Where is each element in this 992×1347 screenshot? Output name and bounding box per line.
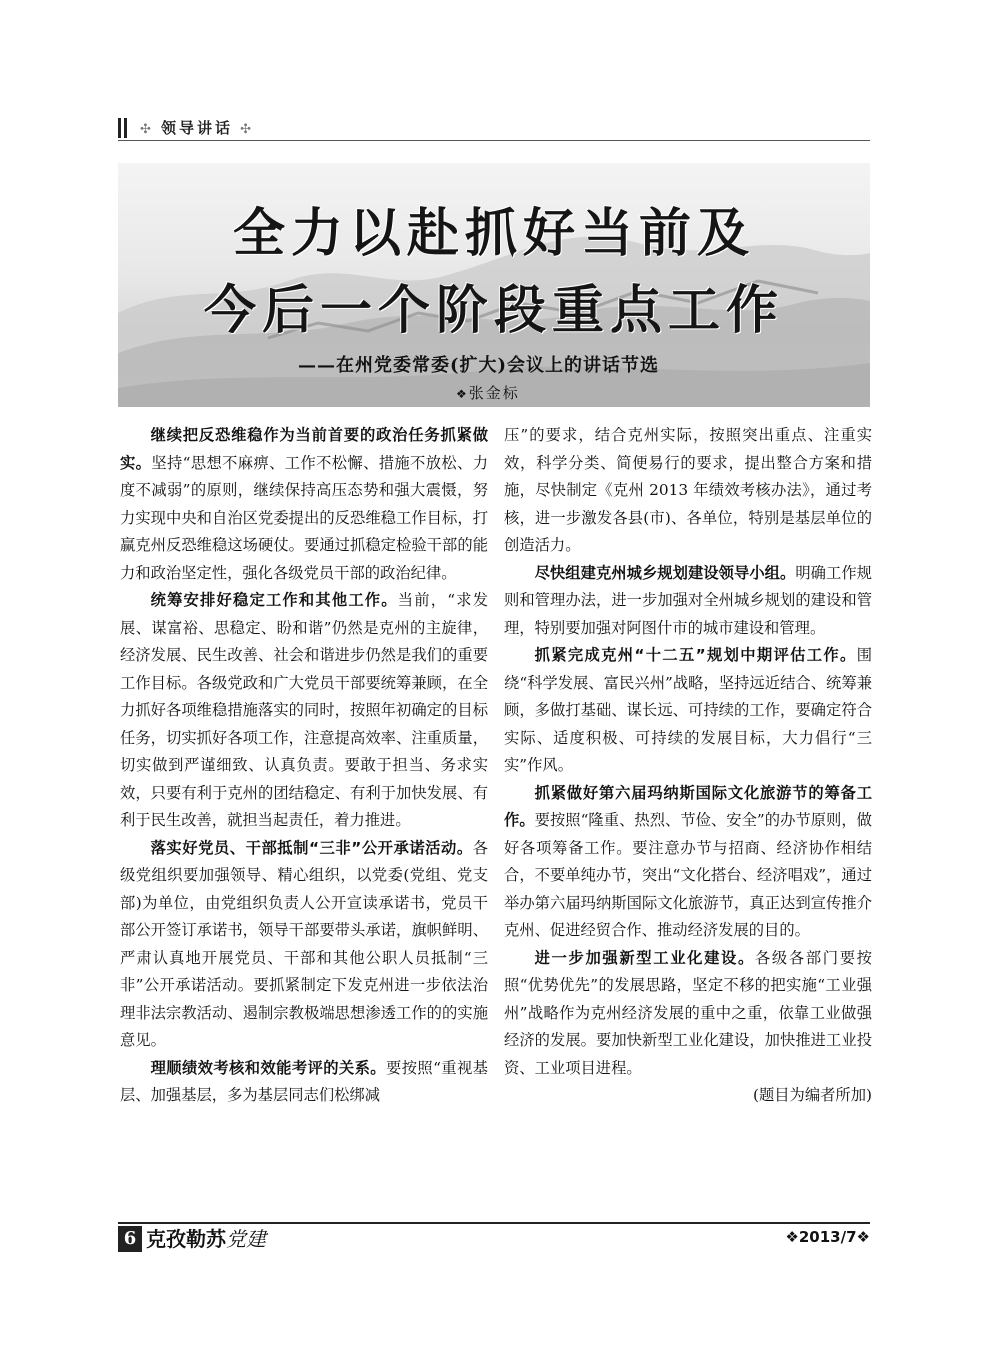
- magazine-name-thin: 党建: [226, 1227, 266, 1251]
- paragraph: [120, 587, 488, 835]
- paragraph: [120, 422, 488, 587]
- paragraph: [120, 1055, 488, 1110]
- ornament-icon: ✣: [233, 122, 255, 137]
- magazine-name-bold: 克孜勒苏: [146, 1227, 226, 1251]
- issue-date: [785, 1228, 870, 1246]
- paragraph-text: 当前，“求发展、谋富裕、思稳定、盼和谐”仍然是克州的主旋律，经济发展、民生改善、社会和谐进步仍然是我们的重要工作目标。各级党政和广大党员干部要统筹兼顾，在全力抓好各项维稳措施落实的同时，按照年初确定的目标任务，切实抓好各项工作，注意提高效率、注重质量，切实做到严谨细致、认真负责。要敢于担当、务求实效，只要有利于克州的团结稳定、有利于加快发展、有利于民生改善，就担当起责任，着力推进。: [120, 591, 488, 829]
- paragraph: [504, 560, 872, 643]
- paragraph-heading: 抓紧完成克州“十二五”规划中期评估工作。: [534, 646, 857, 664]
- paragraph-heading: 尽快组建克州城乡规划建设领导小组。: [534, 563, 796, 582]
- section-label: [140, 116, 254, 140]
- section-header: [118, 116, 870, 140]
- paragraph-text: 各级党组织要加强领导、精心组织，以党委(党组、党支部)为单位，由党组织负责人公开宣读承诺书，党员干部公开签订承诺书，领导干部要带头承诺，旗帜鲜明、严肃认真地开展党员、干部和其他公职人员抵制“三非”公开承诺活动。要抓紧制定下发克州进一步依法治理非法宗教活动、遏制宗教极端思想渗透工作的的实施意见。: [120, 838, 488, 1049]
- paragraph-text: 围绕“科学发展、富民兴州”战略，坚持远近结合、统筹兼顾，多做打基础、谋长远、可持续的工作，要确定符合实际、适度积极、可持续的发展目标，大力倡行“三实”作风。: [504, 646, 872, 774]
- paragraph-text: 坚持“思想不麻痹、工作不松懈、措施不放松、力度不减弱”的原则，继续保持高压态势和强大震慑，努力实现中央和自治区党委提出的反恐维稳工作目标，打赢克州反恐维稳这场硬仗。要通过抓稳定检验干部的能力和政治坚定性，强化各级党员干部的政治纪律。: [120, 453, 488, 582]
- editor-note: (题目为编者所加): [752, 1086, 872, 1104]
- title-line-2: 今后一个阶段重点工作: [203, 280, 784, 341]
- magazine-name: [146, 1226, 266, 1252]
- ornament-icon: ✣: [140, 122, 162, 137]
- diamond-icon: ❖: [856, 1228, 870, 1246]
- author-byline: [456, 382, 520, 403]
- paragraph: [504, 422, 872, 560]
- subtitle: ——在州党委常委(扩大)会议上的讲话节选: [298, 355, 660, 376]
- section-name: 领导讲话: [161, 119, 234, 137]
- paragraph-text: 要按照“隆重、热烈、节俭、安全”的办节原则，做好各项筹备工作。要注意办节与招商、经济协作相结合，不要单纯办节，突出“文化搭台、经济唱戏”，通过举办第六届玛纳斯国际文化旅游节，真正达到宣传推介克州、促进经贸合作、推动经济发展的目的。: [504, 811, 872, 939]
- title-banner: [118, 163, 870, 407]
- paragraph: [504, 780, 872, 945]
- paragraph-heading: 进一步加强新型工业化建设。: [534, 948, 755, 967]
- paragraph-heading: 理顺绩效考核和效能考评的关系。: [150, 1058, 386, 1077]
- paragraph: [504, 945, 872, 1083]
- paragraph: [120, 835, 488, 1055]
- footer-rule: [118, 1222, 870, 1224]
- page-number: 6: [118, 1226, 142, 1252]
- paragraph-heading: 继续把反恐维稳作为当前首要的政治任务抓紧做实。: [120, 426, 488, 472]
- paragraph-text: 要按照“重视基层、加强基层，多为基层同志们松绑减: [120, 1058, 488, 1104]
- paragraph: [504, 642, 872, 780]
- diamond-icon: ❖: [456, 387, 469, 401]
- header-rule: [118, 140, 870, 141]
- right-column: [504, 422, 872, 1110]
- author-name: 张金标: [468, 384, 520, 402]
- left-column: [120, 422, 488, 1110]
- paragraph-text: 各级各部门要按照“优势优先”的发展思路，坚定不移的把实施“工业强州”战略作为克州经济发展的重中之重，依靠工业做强经济的发展。要加快新型工业化建设，加快推进工业投资、工业项目进程。: [504, 948, 872, 1077]
- paragraph-text: 压”的要求，结合克州实际，按照突出重点、注重实效，科学分类、简便易行的要求，提出整合方案和措施，尽快制定《克州 2013 年绩效考核办法》，通过考核，进一步激发各县(市)、各单位，特别是基层单位的创造活力。: [504, 426, 872, 554]
- paragraph-heading: 抓紧做好第六届玛纳斯国际文化旅游节的筹备工作。: [504, 783, 872, 829]
- paragraph-text: 明确工作规则和管理办法，进一步加强对全州城乡规划的建设和管理，特别要加强对阿图什市的城市建设和管理。: [504, 563, 872, 637]
- diamond-icon: ❖: [785, 1228, 799, 1246]
- paragraph-heading: 统筹安排好稳定工作和其他工作。: [150, 591, 398, 609]
- issue-text: 2013/7: [798, 1228, 857, 1246]
- title-line-1: 全力以赴抓好当前及: [232, 203, 755, 264]
- header-bars-icon: [118, 118, 132, 138]
- paragraph-heading: 落实好党员、干部抵制“三非”公开承诺活动。: [150, 838, 473, 857]
